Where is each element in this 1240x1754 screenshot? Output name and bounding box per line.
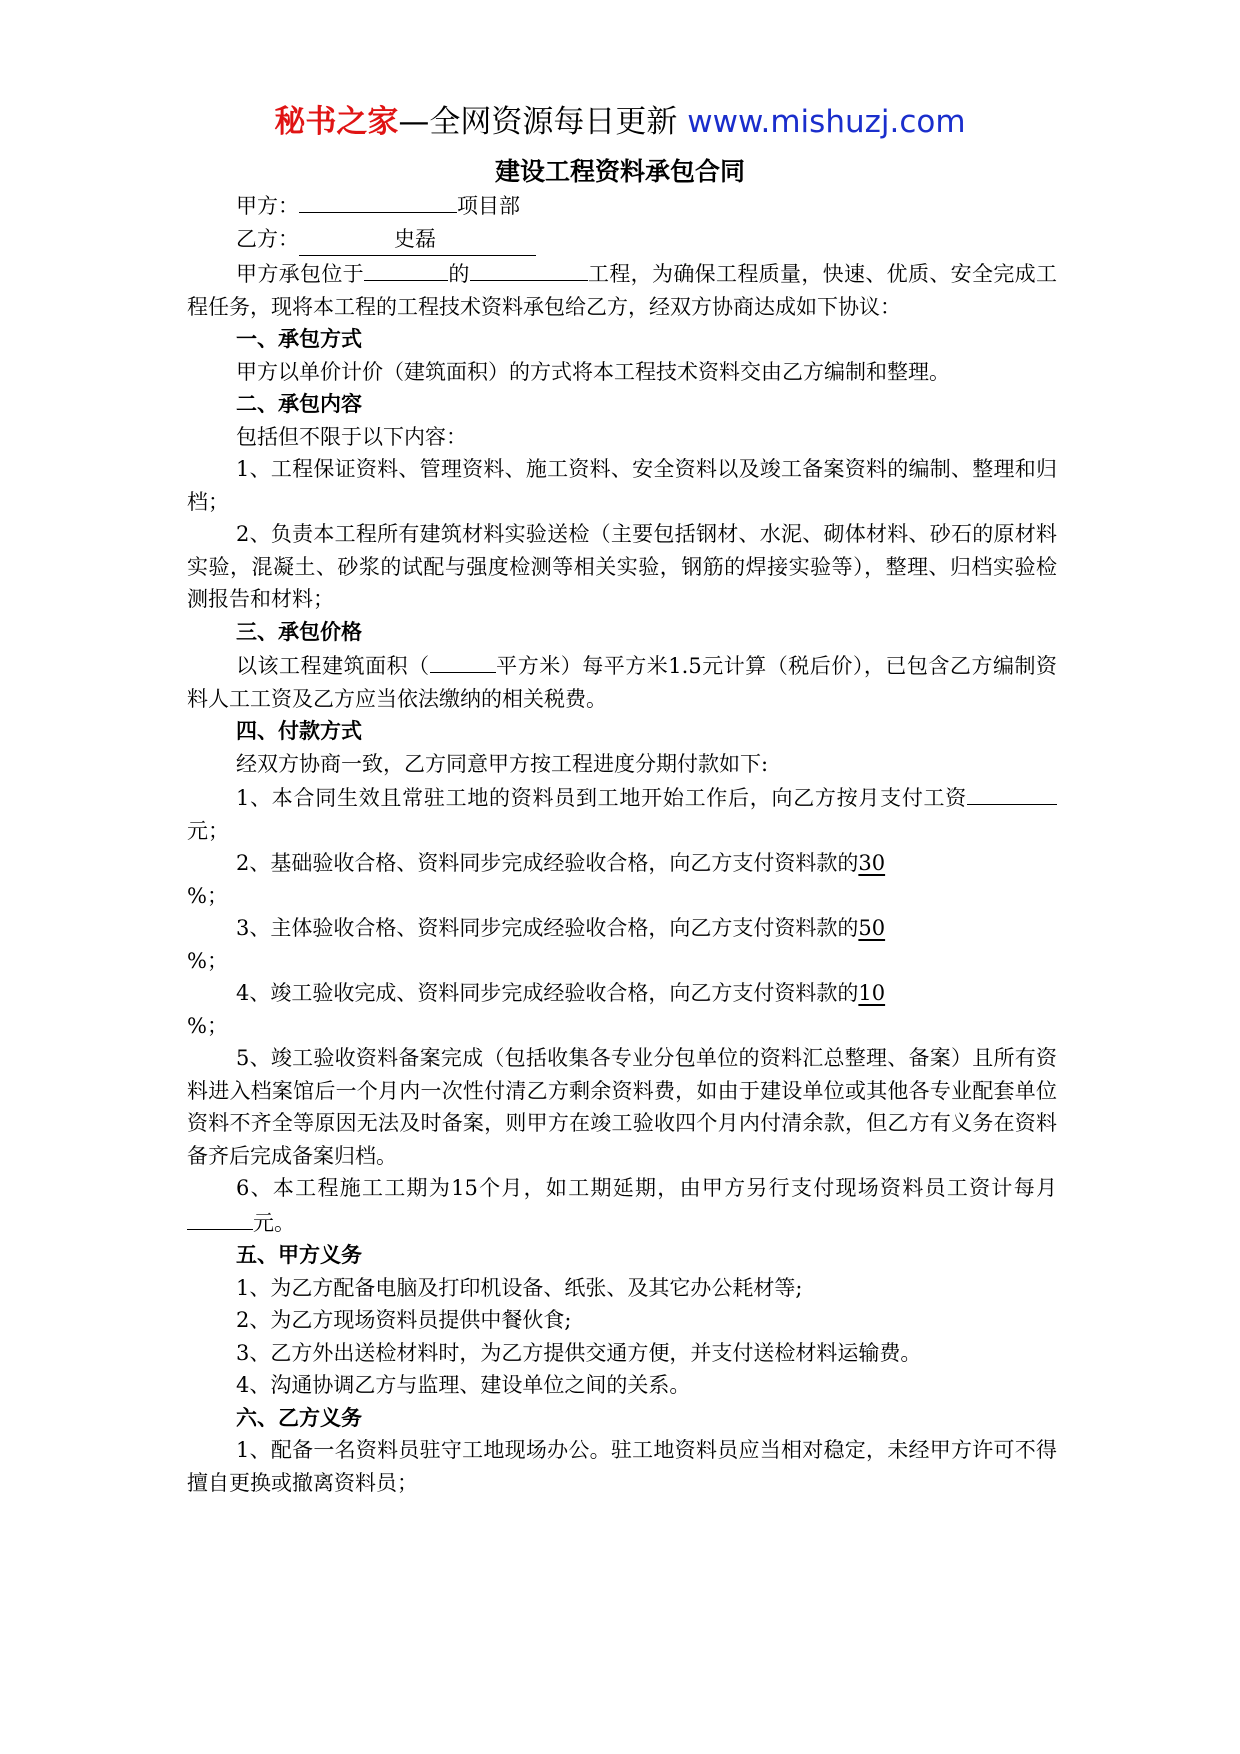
party-b-duty-1: 1、配备一名资料员驻守工地现场办公。驻工地资料员应当相对稳定，未经甲方许可不得擅自更换或撤离资料员； <box>187 1438 1057 1495</box>
section-4-lead: 经双方协商一致，乙方同意甲方按工程进度分期付款如下: <box>236 751 769 776</box>
payment-item-1: 1、本合同生效且常驻工地的资料员到工地开始工作后，向乙方按月支付工资元； <box>187 780 1057 847</box>
section-1-paragraph: 甲方以单价计价（建筑面积）的方式将本工程技术资料交由乙方编制和整理。 <box>236 359 950 384</box>
payment-item-4: 4、竣工验收完成、资料同步完成经验收合格，向乙方支付资料款的10 %； <box>187 981 886 1038</box>
wage-blank <box>967 780 1057 805</box>
section-3-paragraph: 以该工程建筑面积（ 平方米）每平方米1.5元计算（税后价），已包含乙方编制资料人工工资及乙方应当依法缴纳的相关税费。 <box>187 648 1057 715</box>
section-1-heading: 一、承包方式 <box>236 327 362 351</box>
intro-paragraph: 甲方承包位于 的 工程，为确保工程质量，快速、优质、安全完成工程任务，现将本工程的工程技术资料承包给乙方，经双方协商达成如下协议： <box>187 256 1057 323</box>
payment-item-3: 3、主体验收合格、资料同步完成经验收合格，向乙方支付资料款的50 %； <box>187 916 886 973</box>
party-a-blank <box>299 188 457 213</box>
party-a-line: 甲方： 项目部 <box>187 188 1057 223</box>
party-a-duty-1: 1、为乙方配备电脑及打印机设备、纸张、及其它办公耗材等; <box>236 1275 803 1300</box>
banner-brand: 秘书之家 <box>274 104 399 140</box>
section-2-item-1: 1、工程保证资料、管理资料、施工资料、安全资料以及竣工备案资料的编制、整理和归档； <box>187 457 1057 514</box>
section-2-lead: 包括但不限于以下内容： <box>236 424 467 449</box>
party-b-name: 史磊 <box>299 223 536 257</box>
document-title: 建设工程资料承包合同 <box>494 157 745 186</box>
party-a-duty-3: 3、乙方外出送检材料时，为乙方提供交通方便，并支付送检材料运输费。 <box>236 1340 922 1365</box>
location-blank <box>364 256 448 281</box>
area-blank <box>430 648 496 673</box>
section-3-heading: 三、承包价格 <box>236 619 362 644</box>
banner-url-link[interactable]: www.mishuzj.com <box>687 104 966 140</box>
section-2-heading: 二、承包内容 <box>236 392 362 416</box>
payment-percent-3: 50 <box>858 916 886 940</box>
banner-tagline: —全网资源每日更新 <box>398 104 688 140</box>
section-6-heading: 六、乙方义务 <box>236 1405 362 1430</box>
contract-body <box>187 188 1057 1499</box>
payment-percent-4: 10 <box>858 981 886 1005</box>
payment-item-5: 5、竣工验收资料备案完成（包括收集各专业分包单位的资料汇总整理、备案）且所有资料进入档案馆后一个月内一次性付清乙方剩余资料费，如由于建设单位或其他各专业配套单位资料不齐全等原因无法及时备案，则甲方在竣工验收四个月内付清余款，但乙方有义务在资料备齐后完成备案归档。 <box>187 1046 1057 1168</box>
payment-item-6: 6、本工程施工工期为15个月，如工期延期，由甲方另行支付现场资料员工资计每月元。 <box>187 1172 1057 1239</box>
project-blank <box>470 256 588 281</box>
section-4-heading: 四、付款方式 <box>236 719 362 743</box>
party-b-line: 乙方： 史磊 <box>187 223 1057 257</box>
payment-item-2: 2、基础验收合格、资料同步完成经验收合格，向乙方支付资料款的30 %； <box>187 851 886 908</box>
section-5-heading: 五、甲方义务 <box>236 1243 362 1267</box>
payment-percent-2: 30 <box>858 851 886 875</box>
section-2-item-2: 2、负责本工程所有建筑材料实验送检（主要包括钢材、水泥、砌体材料、砂石的原材料实验，混凝土、砂浆的试配与强度检测等相关实验，钢筋的焊接实验等），整理、归档实验检测报告和材料； <box>187 522 1057 611</box>
party-a-duty-4: 4、沟通协调乙方与监理、建设单位之间的关系。 <box>236 1373 691 1397</box>
site-banner <box>0 100 1240 144</box>
party-a-duty-2: 2、为乙方现场资料员提供中餐伙食; <box>236 1308 572 1332</box>
monthly-wage-blank <box>187 1205 253 1230</box>
